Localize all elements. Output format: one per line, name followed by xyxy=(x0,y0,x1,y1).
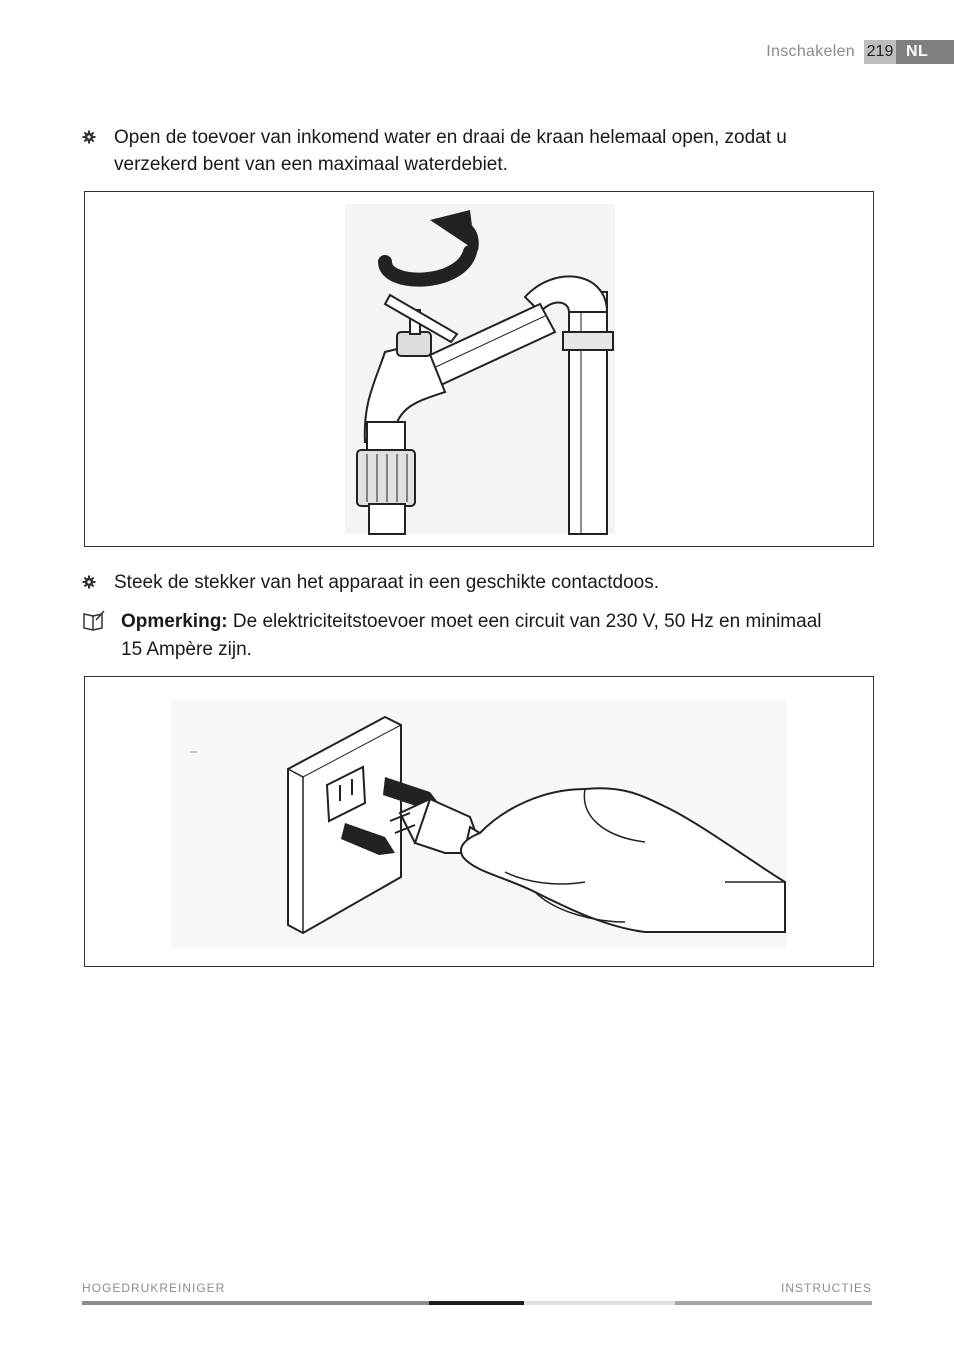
language-tab: NL xyxy=(896,40,954,64)
footer-product: HOGEDRUKREINIGER xyxy=(82,1281,226,1295)
bullet-gear-icon xyxy=(82,130,96,144)
note-label: Opmerking: xyxy=(121,611,228,632)
section-title: Inschakelen xyxy=(766,43,855,60)
note-text-line2: 15 Ampère zijn. xyxy=(121,639,252,660)
footer-doc-type: INSTRUCTIES xyxy=(780,1281,872,1295)
bullet-gear-icon xyxy=(82,575,96,589)
footer-bar-segment xyxy=(82,1301,429,1305)
note-text: De elektriciteitstoevoer moet een circuit van 230 V, 50 Hz en minimaal xyxy=(232,611,822,632)
footer-bar-segment xyxy=(524,1301,675,1305)
note-electricity xyxy=(121,608,861,664)
step-plug-in: Steek de stekker van het apparaat in een geschikte contactdoos. xyxy=(114,572,660,593)
step-open-water: Open de toevoer van inkomend water en draai de kraan helemaal open, zodat u verzekerd bent van een maximaal waterdebiet. xyxy=(114,127,787,175)
page-number: 219 xyxy=(864,40,896,64)
plug-illustration xyxy=(84,676,874,967)
book-note-icon xyxy=(82,610,106,632)
tap-illustration xyxy=(84,191,874,547)
footer-bar-segment xyxy=(675,1301,872,1305)
footer-bar-segment xyxy=(429,1301,524,1305)
